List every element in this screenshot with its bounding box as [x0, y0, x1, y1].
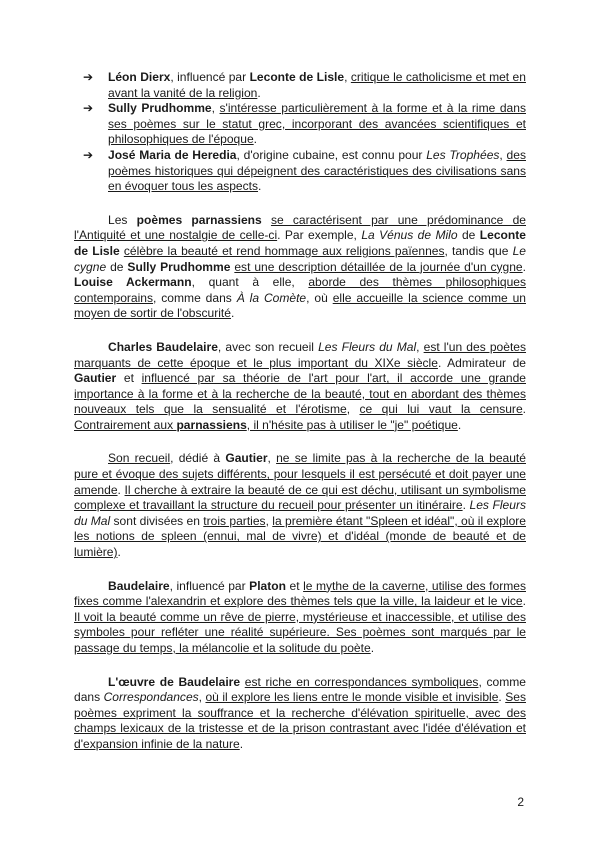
paragraph-parnassiens: Les poèmes parnassiens se caractérisent par une prédominance de l'Antiquité et une nostalgie de celle-ci. Par exemple, La Vénus de Milo de Leconte de Lisle célèbre la beauté et rend hommage aux religions païennes, tandis que Le cygne de Sully Prudhomme est une description détaillée de la journée d'un cygne. Louise Ackermann, quant à elle, aborde des thèmes philosophiques contemporains, comme dans À la Comète, où elle accueille la science comme un moyen de sortir de l'obscurité.: [74, 212, 527, 321]
poet-bullet-list: [74, 70, 526, 195]
paragraph-recueil: Son recueil, dédié à Gautier, ne se limite pas à la recherche de la beauté pure et évoque des sujets différents, pour lesquels il est persécuté et doit payer une amende. Il cherche à extraire la beauté de ce qui est déchu, utilisant un symbolisme complexe et travaillant la structure du recueil pour présenter un itinéraire. Les Fleurs du Mal sont divisées en trois parties, la première étant "Spleen et idéal", où il explore les notions de spleen (ennui, mal de vivre) et d'idéal (monde de beauté et de lumière).: [74, 451, 526, 560]
page-number: 2: [517, 795, 524, 809]
arrow-bullet-icon: ➔: [83, 101, 94, 116]
list-item: ➔ Sully Prudhomme, s'intéresse particulièrement à la forme et à la rime dans ses poèmes sur le statut grec, incorporant des avancées scientifiques et philosophiques de l'époque.: [83, 101, 526, 147]
paragraph-correspondances: L'œuvre de Baudelaire est riche en correspondances symboliques, comme dans Correspondances, où il explore les liens entre le monde visible et invisible. Ses poèmes expriment la souffrance et la recherche d'élévation spirituelle, avec des champs lexicaux de la tristesse et de la prison contrastant avec l'idée d'élévation et d'expansion infinie de la nature.: [74, 674, 526, 751]
list-item: ➔ José Maria de Heredia, d'origine cubaine, est connu pour Les Trophées, des poèmes historiques qui dépeignent des caractéristiques des civilisations sans en évoquer tous les aspects.: [83, 147, 526, 194]
arrow-bullet-icon: ➔: [83, 70, 94, 84]
paragraph-platon: Baudelaire, influencé par Platon et le mythe de la caverne, utilise des formes fixes comme l'alexandrin et explore des thèmes tels que la ville, la laideur et le vice. Il voit la beauté comme un rêve de pierre, mystérieuse et inaccessible, et utilise des symboles pour refléter une réalité supérieure. Ses poèmes sont marqués par le passage du temps, la mélancolie et la solitude du poète.: [74, 578, 526, 655]
paragraph-baudelaire-intro: Charles Baudelaire, avec son recueil Les Fleurs du Mal, est l'un des poètes marquants de cette époque et le plus important du XIXe siècle. Admirateur de Gautier et influencé par sa théorie de l'art pour l'art, il accorde une grande importance à la forme et à la recherche de la beauté, tout en abordant des thèmes nouveaux tels que la sensualité et l'érotisme, ce qui lui vaut la censure. Contrairement aux parnassiens, il n'hésite pas à utiliser le "je" poétique.: [74, 339, 527, 432]
document-page: [74, 70, 526, 753]
arrow-bullet-icon: ➔: [83, 147, 94, 162]
list-item: ➔ Léon Dierx, influencé par Leconte de Lisle, critique le catholicisme et met en avant la vanité de la religion.: [83, 70, 526, 100]
